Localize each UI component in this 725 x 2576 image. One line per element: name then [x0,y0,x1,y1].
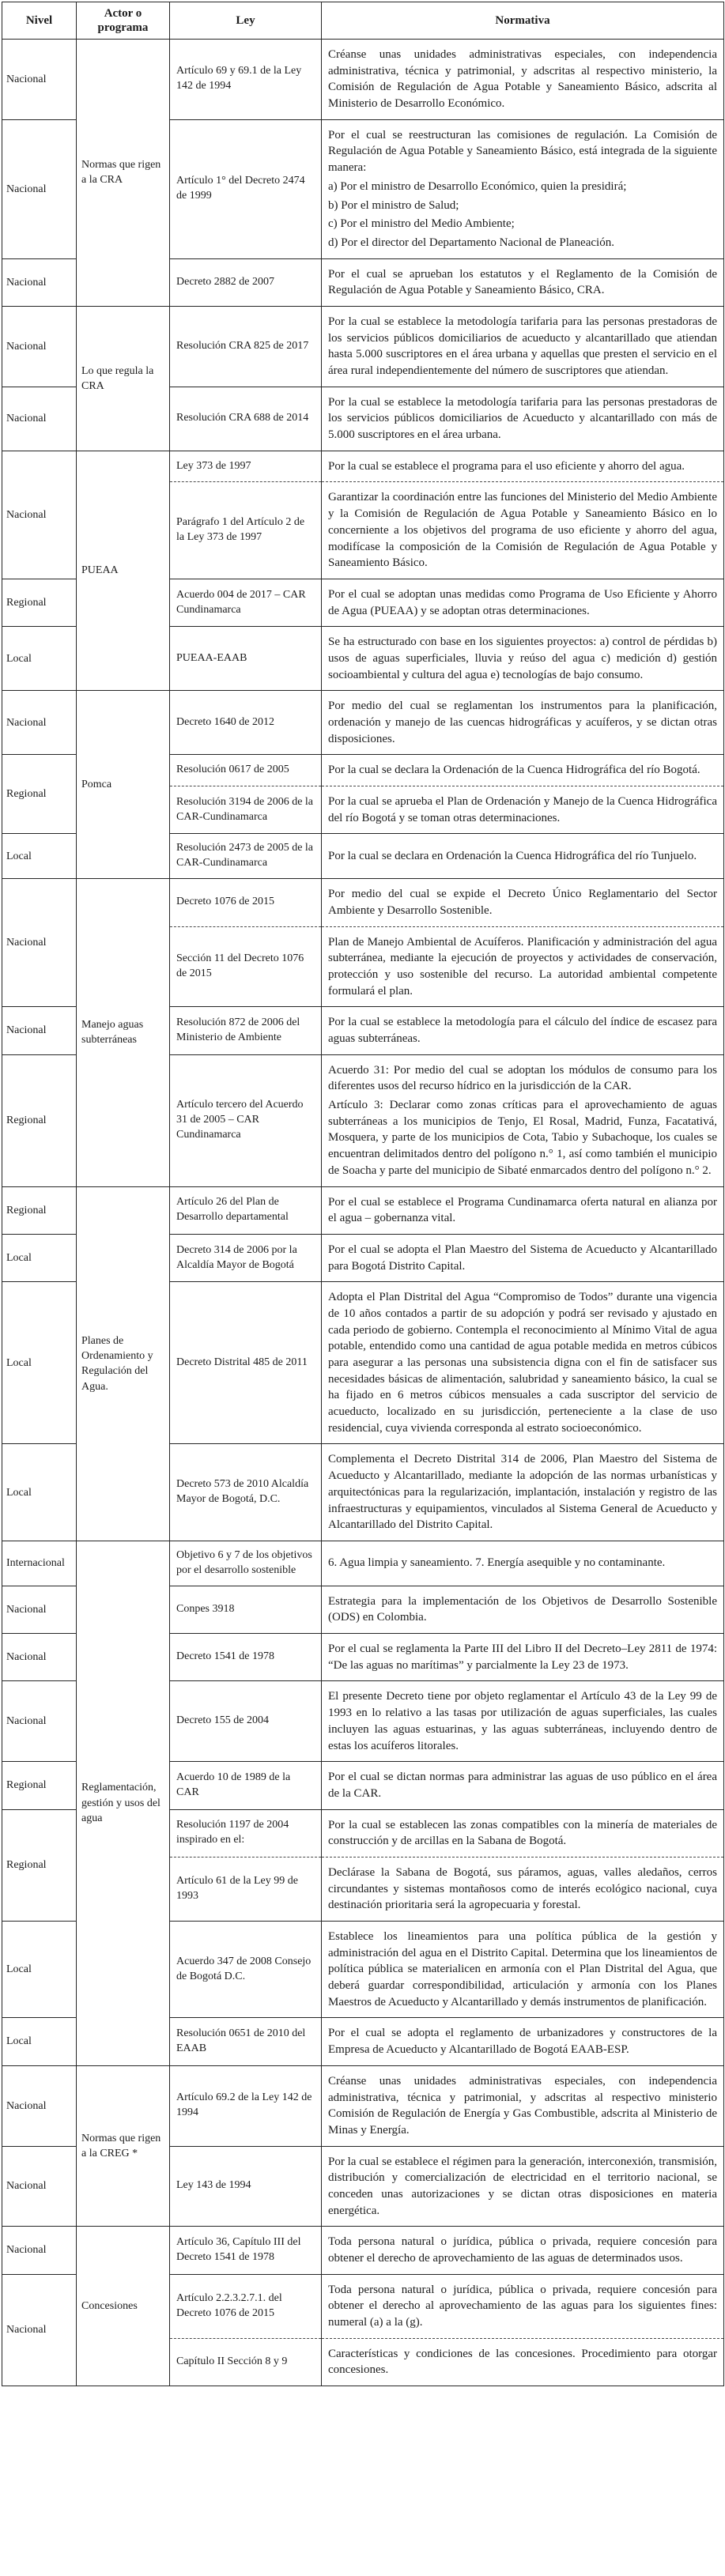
normative-cell [322,1762,724,1809]
level-cell: Nacional [2,306,77,387]
level-cell: Nacional [2,451,77,579]
normative-cell [322,579,724,626]
normative-cell [322,2338,724,2386]
law-cell: Resolución CRA 688 de 2014 [170,387,322,451]
law-cell: Decreto 2882 de 2007 [170,258,322,306]
law-cell: Artículo 26 del Plan de Desarrollo departamental [170,1186,322,1234]
norm-paragraph: Por el cual se adopta el reglamento de urbanizadores y constructores de la Empresa de Acueducto y Alcantarillado de Bogotá EAAB-ESP. [328,2027,717,2057]
level-cell: Nacional [2,387,77,451]
norm-paragraph: c) Por el ministro del Medio Ambiente; [328,217,515,231]
normative-cell [322,1857,724,1921]
law-cell: Acuerdo 004 de 2017 – CAR Cundinamarca [170,579,322,626]
actor-cell: Manejo aguas subterráneas [77,879,170,1186]
normative-cell [322,387,724,451]
normative-cell [322,1681,724,1762]
law-cell: Resolución 872 de 2006 del Ministerio de Ambiente [170,1007,322,1054]
table-row [2,2065,724,2146]
header-actor-programa: Actor o programa [77,2,170,40]
normative-cell [322,2227,724,2274]
law-cell: Artículo 69.2 de la Ley 142 de 1994 [170,2065,322,2146]
law-cell: Objetivo 6 y 7 de los objetivos por el desarrollo sostenible [170,1541,322,1586]
actor-cell: PUEAA [77,451,170,691]
norm-paragraph: Adopta el Plan Distrital del Agua “Compromiso de Todos” durante una vigencia de 10 años contados a partir de su adopción y podrá ser revisado y ajustado en cada periodo de gobierno. Contempla el reconocimiento al Mínimo Vital de agua potable, entendido como una cantidad de agua potable medida en metros cúbicos para asegurar a las personas una subsistencia digna con el fin de satisfacer sus necesidades básicas de alimentación, salubridad y saneamiento básico, la cual se ha fijado en 6 metros cúbicos mensuales a cada suscriptor del servicio de acueducto, localizado en su jurisdicción, perteneciente a la clase de uso residencial, cuya vivienda corresponda al estrato socioeconómico. [328,1291,717,1435]
table-row [2,306,724,387]
normative-cell [322,834,724,879]
norm-paragraph: Por la cual se establece el programa para el uso eficiente y ahorro del agua. [328,459,685,473]
normative-cell [322,306,724,387]
actor-cell: Concesiones [77,2227,170,2386]
law-cell: Resolución 1197 de 2004 inspirado en el: [170,1809,322,1857]
norm-paragraph: Créanse unas unidades administrativas especiales, con independencia administrativa, técnica y patrimonial, y adscritas al respectivo ministerio, la Comisión de Regulación de Agua Potable y Saneamiento Básico, adscrita al Ministerio de Desarrollo Económico. [328,48,717,111]
law-cell: Resolución 2473 de 2005 de la CAR-Cundinamarca [170,834,322,879]
normative-cell [322,119,724,258]
level-cell: Local [2,1444,77,1541]
level-cell: Local [2,1234,77,1281]
law-cell: Artículo tercero del Acuerdo 31 de 2005 – CAR Cundinamarca [170,1054,322,1186]
level-cell: Nacional [2,2274,77,2386]
norm-paragraph: Características y condiciones de las concesiones. Procedimiento para otorgar concesiones. [328,2347,717,2377]
law-cell: Decreto 1541 de 1978 [170,1634,322,1681]
norm-paragraph: Establece los lineamientos para una política pública de la gestión y administración del agua en el Distrito Capital. Determina que los lineamientos de política pública se materialicen en armonía con el Plan Distrital del Agua, que deberá guardar correspondibilidad, articulación y armonía con los Planes Maestros de Acueducto y Alcantarillado y demás instrumentos de planificación. [328,1930,717,2008]
law-cell: Artículo 2.2.3.2.7.1. del Decreto 1076 de 2015 [170,2274,322,2338]
level-cell: Nacional [2,2065,77,2146]
norm-paragraph: Plan de Manejo Ambiental de Acuíferos. Planificación y administración del agua subterránea, mediante la ejecución de proyectos y actividades de conservación, protección y uso sostenible del recurso. La autoridad ambiental competente formulará el plan. [328,935,717,998]
normative-cell [322,451,724,482]
norm-paragraph: Toda persona natural o jurídica, pública o privada, requiere concesión para obtener el derecho de aprovechamiento de las aguas de determinados usos. [328,2235,717,2265]
norm-paragraph: Por el cual se adopta el Plan Maestro del Sistema de Acueducto y Alcantarillado para Bogotá Distrito Capital. [328,1243,717,1273]
norm-paragraph: Por medio del cual se expide el Decreto Único Reglamentario del Sector Ambiente y Desarrollo Sostenible. [328,888,717,917]
table-row [2,2227,724,2274]
actor-cell: Planes de Ordenamiento y Regulación del Agua. [77,1186,170,1541]
law-cell: Acuerdo 10 de 1989 de la CAR [170,1762,322,1809]
norm-paragraph: Declárase la Sabana de Bogotá, sus páramos, aguas, valles aledaños, cerros circundantes y sistemas montañosos como de interés ecológico nacional, cuya destinación prioritaria será la agropecuaria y forestal. [328,1865,717,1912]
normative-cell [322,1234,724,1281]
table-header-row [2,2,724,40]
normative-cell [322,879,724,926]
normative-cell [322,2146,724,2227]
law-cell: Parágrafo 1 del Artículo 2 de la Ley 373 de 1997 [170,482,322,579]
level-cell: Regional [2,1054,77,1186]
level-cell: Local [2,834,77,879]
norm-paragraph: Complementa el Decreto Distrital 314 de 2006, Plan Maestro del Sistema de Acueducto y Alcantarillado, mediante la adopción de las normas urbanísticas y arquitectónicas para la regularización, implantación, instalación y registro de las infraestructuras y equipamientos, vinculados al Sistema General de Acueducto y Alcantarillado del Distrito Capital. [328,1453,717,1532]
law-cell: Artículo 1° del Decreto 2474 de 1999 [170,119,322,258]
table-row [2,691,724,755]
law-cell: Resolución CRA 825 de 2017 [170,306,322,387]
normative-cell [322,40,724,120]
norm-paragraph: Por la cual se establece la metodología tarifaria para las personas prestadoras de los servicios públicos domiciliarios de acueducto y alcantarillado que atiendan hasta 5.000 suscriptores en el área urbana y aquellas que presten el servicio en el área rural independientemente del número de suscriptores que atiendan. [328,315,717,377]
norm-paragraph: Por la cual se establece la metodología para el cálculo del índice de escasez para aguas subterráneas. [328,1016,717,1046]
norm-paragraph: a) Por el ministro de Desarrollo Económico, quien la presidirá; [328,179,627,193]
norm-paragraph: Por la cual se declara en Ordenación la Cuenca Hidrográfica del río Tunjuelo. [328,849,697,862]
table-row [2,879,724,926]
normative-cell [322,1809,724,1857]
norm-paragraph: b) Por el ministro de Salud; [328,198,459,212]
normative-cell [322,2274,724,2338]
norm-paragraph: Créanse unas unidades administrativas especiales, con independencia administrativa, técnica y patrimonial, y adscritas al respectivo ministerio Comisión de Regulación de Energía y Gas Combustible, adscrita al Ministerio de Minas y Energía. [328,2074,717,2137]
table-row [2,1186,724,1234]
law-cell: Decreto 573 de 2010 Alcaldía Mayor de Bogotá, D.C. [170,1444,322,1541]
law-cell: Conpes 3918 [170,1586,322,1633]
level-cell: Nacional [2,1007,77,1054]
normative-cell [322,1922,724,2018]
law-cell: Decreto 155 de 2004 [170,1681,322,1762]
norm-paragraph: Garantizar la coordinación entre las funciones del Ministerio del Medio Ambiente y la Comisión de Regulación de Agua Potable y Saneamiento Básico en lo concerniente a los objetivos del programa de uso eficiente y ahorro del agua, modifícase la composición de la Comisión de Regulación de Agua Potable y Saneamiento Básico. [328,491,717,570]
law-cell: Sección 11 del Decreto 1076 de 2015 [170,926,322,1007]
normative-cell [322,1186,724,1234]
level-cell: Nacional [2,1586,77,1633]
law-cell: Decreto 314 de 2006 por la Alcaldía Mayor de Bogotá [170,1234,322,1281]
normative-cell [322,627,724,691]
norm-paragraph: Por la cual se aprueba el Plan de Ordenación y Manejo de la Cuenca Hidrográfica del río Bogotá y se toman otras determinaciones. [328,795,717,824]
norm-paragraph: Se ha estructurado con base en los siguientes proyectos: a) control de pérdidas b) usos de aguas superficiales, lluvia y reúso del agua c) medición d) gestión socioambiental y cultura del agua e) tecnologías de bajo consumo. [328,636,717,681]
law-cell: PUEAA-EAAB [170,627,322,691]
level-cell: Local [2,1922,77,2018]
norm-paragraph: d) Por el director del Departamento Nacional de Planeación. [328,236,614,249]
level-cell: Local [2,2018,77,2065]
actor-cell: Lo que regula la CRA [77,306,170,451]
law-cell: Ley 373 de 1997 [170,451,322,482]
law-cell: Artículo 36, Capítulo III del Decreto 1541 de 1978 [170,2227,322,2274]
level-cell: Nacional [2,258,77,306]
normative-cell [322,1007,724,1054]
actor-cell: Normas que rigen a la CRA [77,40,170,307]
norm-paragraph: Por el cual se dictan normas para administrar las aguas de uso público en el área de la CAR. [328,1771,717,1800]
normative-cell [322,1586,724,1633]
normative-cell [322,1541,724,1586]
norm-paragraph: Por el cual se adoptan unas medidas como Programa de Uso Eficiente y Ahorro de Agua (PUEAA) y se adoptan otras determinaciones. [328,587,717,617]
norm-paragraph: El presente Decreto tiene por objeto reglamentar el Artículo 43 de la Ley 99 de 1993 en lo relativo a las tasas por utilización de aguas superficiales, las cuales incluyen las aguas estuarinas, y las aguas subterráneas, incluyendo dentro de estas los acuíferos litorales. [328,1690,717,1752]
level-cell: Nacional [2,1681,77,1762]
table-row [2,451,724,482]
actor-cell: Reglamentación, gestión y usos del agua [77,1541,170,2065]
norm-paragraph: Por la cual se declara la Ordenación de la Cuenca Hidrográfica del río Bogotá. [328,764,700,777]
level-cell: Regional [2,1186,77,1234]
level-cell: Regional [2,579,77,626]
law-cell: Decreto 1076 de 2015 [170,879,322,926]
norm-paragraph: Artículo 3: Declarar como zonas críticas para el aprovechamiento de aguas subterráneas a los municipios de Tenjo, El Rosal, Madrid, Funza, Facatativá, Mosquera, y parte de los municipios de Cota, Tabio y Subachoque, los cuales se encuentran delimitados dentro del polígono n.° 1, así como también el municipio de Soacha y parte del municipio de Sibaté enmarcados dentro del polígono n.° 2. [328,1099,717,1177]
norm-paragraph: 6. Agua limpia y saneamiento. 7. Energía asequible y no contaminante. [328,1556,666,1570]
law-cell: Decreto 1640 de 2012 [170,691,322,755]
level-cell: Local [2,627,77,691]
norm-paragraph: Por la cual se establece la metodología tarifaria para las personas prestadoras de los servicios públicos domiciliarios de Acueducto y alcantarillado con más de 5.000 suscriptores en el área urbana. [328,395,717,442]
normative-cell [322,1054,724,1186]
norm-paragraph: Por medio del cual se reglamentan los instrumentos para la planificación, ordenación y manejo de las cuencas hidrográficas y acuíferos, y se dictan otras disposiciones. [328,700,717,745]
law-cell: Resolución 3194 de 2006 de la CAR-Cundinamarca [170,786,322,834]
norm-paragraph: Por el cual se reglamenta la Parte III del Libro II del Decreto–Ley 2811 de 1974: “De las aguas no marítimas” y parcialmente la Ley 23 de 1973. [328,1643,717,1672]
normative-cell [322,1634,724,1681]
level-cell: Nacional [2,2227,77,2274]
norm-paragraph: Por el cual se establece el Programa Cundinamarca oferta natural en alianza por el agua – gobernanza vital. [328,1195,717,1225]
table-row [2,1541,724,1586]
normative-cell [322,1282,724,1444]
header-ley: Ley [170,2,322,40]
normative-cell [322,786,724,834]
level-cell: Nacional [2,1634,77,1681]
norm-paragraph: Por la cual se establecen las zonas compatibles con la minería de materiales de construcción y de arcillas en la Sabana de Bogotá. [328,1818,717,1848]
norm-paragraph: Toda persona natural o jurídica, pública o privada, requiere concesión para obtener el derecho al aprovechamiento de las aguas para los siguientes fines: numeral (a) a la (g). [328,2283,717,2329]
law-cell: Ley 143 de 1994 [170,2146,322,2227]
normative-cell [322,2018,724,2065]
header-nivel: Nivel [2,2,77,40]
normative-cell [322,691,724,755]
normative-table-body [2,40,724,2386]
norm-paragraph: Acuerdo 31: Por medio del cual se adoptan los módulos de consumo para los diferentes usos del recurso hídrico en la jurisdicción de la CAR. [328,1063,717,1093]
level-cell: Nacional [2,40,77,120]
level-cell: Regional [2,1762,77,1809]
header-normativa: Normativa [322,2,724,40]
level-cell: Nacional [2,691,77,755]
norm-paragraph: Estrategia para la implementación de los Objetivos de Desarrollo Sostenible (ODS) en Colombia. [328,1594,717,1624]
level-cell: Internacional [2,1541,77,1586]
normative-cell [322,258,724,306]
normative-cell [322,482,724,579]
normative-table [2,2,724,2386]
actor-cell: Pomca [77,691,170,879]
level-cell: Nacional [2,119,77,258]
level-cell: Nacional [2,879,77,1007]
level-cell: Regional [2,1809,77,1921]
law-cell: Capítulo II Sección 8 y 9 [170,2338,322,2386]
law-cell: Acuerdo 347 de 2008 Consejo de Bogotá D.C. [170,1922,322,2018]
law-cell: Artículo 69 y 69.1 de la Ley 142 de 1994 [170,40,322,120]
normative-cell [322,2065,724,2146]
law-cell: Resolución 0651 de 2010 del EAAB [170,2018,322,2065]
normative-cell [322,926,724,1007]
normative-cell [322,1444,724,1541]
normative-cell [322,755,724,786]
law-cell: Resolución 0617 de 2005 [170,755,322,786]
law-cell: Decreto Distrital 485 de 2011 [170,1282,322,1444]
table-row [2,40,724,120]
level-cell: Local [2,1282,77,1444]
norm-paragraph: Por la cual se establece el régimen para la generación, interconexión, transmisión, distribución y comercialización de electricidad en el territorio nacional, se conceden unas autorizaciones y se dictan otras disposiciones en materia energética. [328,2155,717,2217]
law-cell: Artículo 61 de la Ley 99 de 1993 [170,1857,322,1921]
norm-paragraph: Por el cual se reestructuran las comisiones de regulación. La Comisión de Regulación de Agua Potable y Saneamiento Básico, está integrada de la siguiente manera: [328,128,717,175]
actor-cell: Normas que rigen a la CREG * [77,2065,170,2227]
norm-paragraph: Por el cual se aprueban los estatutos y el Reglamento de la Comisión de Regulación de Agua Potable y Saneamiento Básico, CRA. [328,267,717,297]
level-cell: Nacional [2,2146,77,2227]
level-cell: Regional [2,755,77,834]
